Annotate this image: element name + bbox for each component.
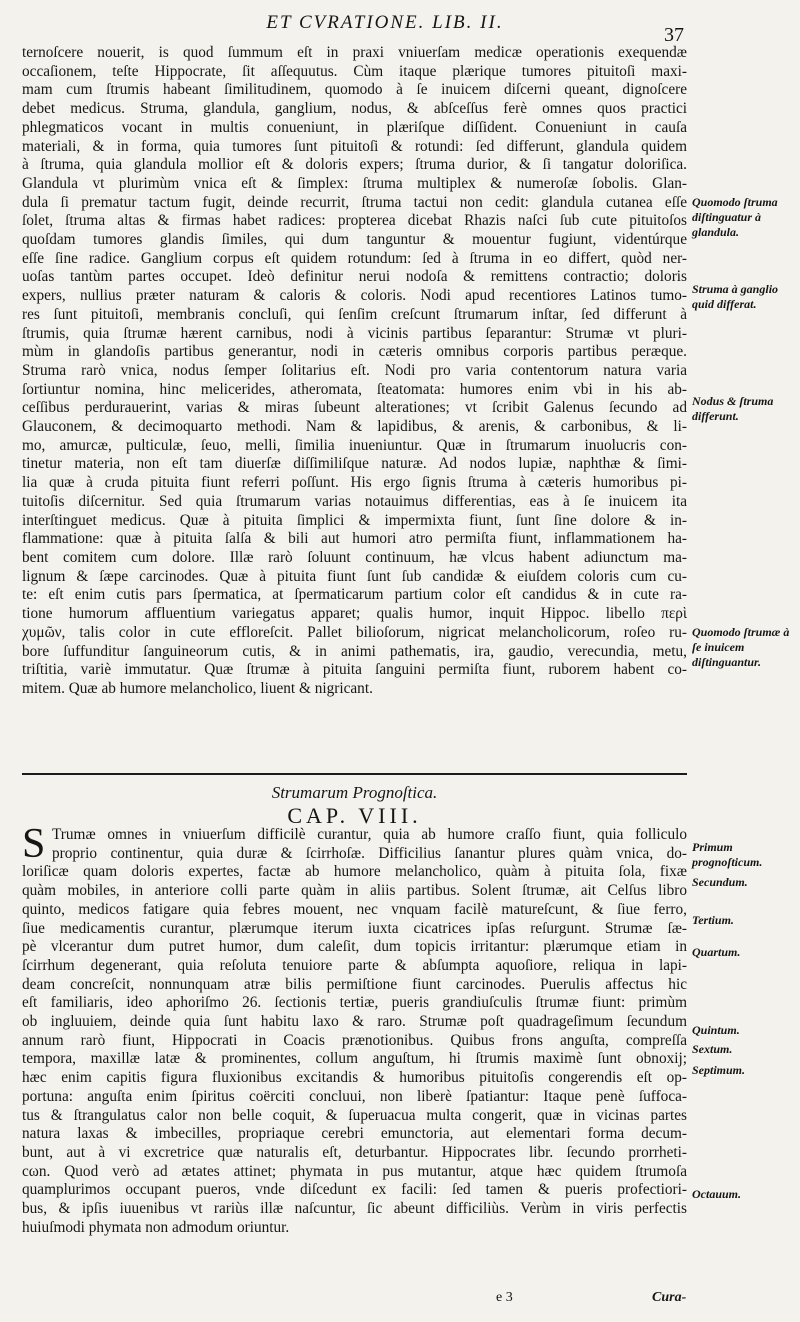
text-line: ſortiuntur nomina, hinc melicerides, atheromata, ſteatomata: humores enim vbi in his ab-: [22, 380, 687, 398]
running-head: ET CVRATIONE. LIB. II.: [266, 12, 504, 33]
marginal-note: Quintum.: [692, 1023, 740, 1037]
text-line: flammatione: quæ à pituita ſalſa & bili aut humori atro permiſta fiunt, inflammationem ha-: [22, 530, 687, 548]
marginal-note: Septimum.: [692, 1063, 746, 1077]
text-line: Trumæ omnes in vniuerſum difficilè curantur, quia ab humore craſſo fiunt, quia folliculo: [52, 826, 687, 843]
text-line: natura laxas & imbecilles, propriaque cerebri emunctoria, aut elementari forma decum-: [22, 1125, 687, 1143]
text-line: mùm in glandoſis partibus generantur, nodi in cæteris omnibus corporis partibus peræque.: [22, 343, 687, 361]
text-line: bus, & ipſis iuuenibus vt rariùs illæ naſcuntur, ſic abeunt difficiliùs. Verùm in viris perfectis: [22, 1200, 687, 1218]
text-line: tempora, maxillæ latæ & prominentes, collum anguſtum, hi ſtrumis maximè ſunt obnoxij;: [22, 1050, 687, 1068]
text-line: tuitoſis diſcernitur. Sed quia ſtrumarum varias notauimus differentias, eas à ſe inuicem ita: [22, 492, 687, 510]
text-line: portuna: anguſta enim ſpiritus coërciti concluui, non liberè ſpatiantur: Itaque penè ſuffoca-: [22, 1087, 687, 1105]
prognostic-text-block: [22, 821, 687, 1237]
text-line: hæc enim capitis figura fluxionibus excitandis & humoribus pituitoſis congerendis eſt op-: [22, 1069, 687, 1087]
text-line: quamplurimos occupant pueros, vnde diſcedunt ex facili: ſed tamen & pueris profectiori-: [22, 1181, 687, 1199]
text-line: annum rarò fiunt, Hippocrati in Coacis prænotionibus. Quibus frons anguſta, compreſſa: [22, 1031, 687, 1049]
text-line: proprio continentur, quia duræ & ſcirrhoſæ. Difficilius ſanantur plures quàm vnica, do-: [52, 844, 687, 862]
text-line: ternoſcere nouerit, is quod ſummum eſt in praxi vniuerſam medicæ operationis exequendæ: [22, 44, 687, 61]
catchword: Cura-: [652, 1290, 687, 1305]
text-line: uoſas tantùm partes occupet. Ideò definitur nerui nodoſa & remittens contractio; doloris: [22, 268, 687, 286]
text-line: Glauconem, & decimoquarto methodi. Nam & lapidibus, & arenis, & carbonibus, & li-: [22, 418, 687, 436]
text-line: lignum & ſæpe carcinodes. Quæ à pituita fiunt ſunt ſub candidæ & eiuſdem coloris cum cu-: [22, 567, 687, 585]
text-line: deam concreſcit, nonnunquam atræ bilis permiſtione fiunt carcinodes. Puerulis affectus hic: [22, 975, 687, 993]
text-line: phlegmaticos vocant in multis conueniunt, in plæriſque diſſident. Conueniunt in cauſa: [22, 118, 687, 136]
marginal-note: Quomodo ſtruma diſtinguatur à glandula.: [692, 195, 778, 239]
marginal-note: Tertium.: [692, 913, 734, 927]
text-line: mam cum ſtrumis habeant ſimilitudinem, quomodo à ſe inuicem diſcerni queant, dignoſcere: [22, 81, 687, 99]
text-line: occaſionem, teſte Hippocrate, ſit aſſequutus. Cùm itaque plærique tumores pituitoſi maxi-: [22, 62, 687, 80]
text-line: materiali, & in forma, quia tumores ſunt pituitoſi & rotundi: ſed differunt, glandula quidem: [22, 137, 687, 155]
text-line: tinetur materia, non eſt tam diuerſæ diſſimiliſque naturæ. Ad nodos lupiæ, naphthæ & ſimi-: [22, 455, 687, 473]
marginal-note: Primum prognoſticum.: [692, 840, 763, 869]
text-line: expers, nullius præter naturam & caloris & coloris. Nodi apud recentiores Latinos tumo-: [22, 287, 687, 305]
text-line: eſt familiaris, ideo aphoriſmo 26. ſectionis tertiæ, pueris grandiuſculis ſtrumæ fiunt: primùm: [22, 994, 687, 1012]
marginal-note: Secundum.: [692, 875, 748, 889]
chapter-label: CAP. VIII.: [287, 803, 422, 828]
text-line: ſtrumis, quia ſtrumæ hærent carnibus, nodi à vicinis partibus ſeparantur: Strumæ vt pluri-: [22, 324, 687, 342]
text-line: quàm mobiles, in anteriore colli parte quàm in aliis partibus. Solent ſtrumæ, ait Celſus libro: [22, 882, 687, 900]
marginal-note: Nodus & ſtruma differunt.: [692, 394, 774, 423]
signature-mark: e 3: [496, 1290, 513, 1305]
marginal-note: Quartum.: [692, 945, 741, 959]
section-divider: [22, 773, 687, 775]
text-line: quoſdam tumores glandis ſimiles, qui dum tanguntur & mouentur fugiunt, videntúrque: [22, 231, 687, 249]
text-line: cωn. Quod verò ad ætates attinet; phymata in pus mutantur, atque hæc quidem ſtrumoſa: [22, 1162, 687, 1180]
text-line: te: eſt enim cutis pars ſpermatica, at ſpermaticarum partium color eſt candidus & in cute ra-: [22, 586, 687, 604]
text-line: huiuſmodi phymata non admodum oriuntur.: [22, 1218, 290, 1236]
text-line: bent comitem cum dolore. Illæ rarò ſoluunt continuum, hæ vlcus habent adiunctum ma-: [22, 548, 687, 566]
text-line: triſtitia, variè immutatur. Quæ ſtrumæ à pituita ſanguini permiſta fiunt, ruborem habent co-: [22, 661, 687, 679]
text-line: mitem. Quæ ab humore melancholico, liuent & nigricant.: [22, 679, 373, 697]
text-line: loriſicæ quam doloris expertes, factæ ab humore melancholico, quàm à pituita ſola, fixæ: [22, 863, 687, 881]
text-line: eſſe ſine radice. Ganglium corpus eſt quidem rotundum: ſed à ſtruma in eo differt, quòd ner-: [22, 249, 687, 267]
page-number: 37: [664, 24, 684, 46]
drop-capital: S: [22, 821, 46, 867]
marginal-note: Struma à ganglio quid differat.: [692, 282, 779, 311]
text-line: ſcirrhum degenerant, quia reſoluta tenuiore parte & abſumpta aquoſiore, reliqua in lapi-: [22, 956, 687, 974]
text-line: bunt, aut à vi excretrice quæ naturalis eſt, deturbantur. Hippocrates libr. ſecundo prorrheti-: [22, 1143, 687, 1161]
text-line: ob ingluuiem, deinde quia ſunt habitu laxo & raro. Strumæ poſt quadrageſimum ſecundum: [22, 1013, 687, 1031]
text-line: interſtinguet medicus. Quæ à pituita ſimplici & impermixta fiunt, ſunt ſine dolore & in-: [22, 511, 687, 529]
text-line: ſolet, ſtruma altas & firmas habet radices: propterea dicebat Rhazis naſci ſub cute pituitoſos: [22, 212, 687, 230]
text-line: Glandula vt plurimùm vnica eſt & ſimplex: ſtruma multiplex & numeroſæ ſobolis. Glan-: [22, 174, 687, 192]
text-line: bore ſuffunditur ſanguineorum cutis, & in animi pathematis, ira, gaudio, verecundia, metu,: [22, 642, 687, 660]
text-line: ceſſibus perdurauerint, varias & miras ſubeunt alterationes; vt ſcribit Galenus ſecundo ad: [22, 399, 687, 417]
section-title: Strumarum Prognoſtica.: [271, 783, 438, 802]
text-line: lia quæ à cruda pituita fiunt referri poſſunt. His ergo ſignis ſtruma à cæteris humoribus pi-: [22, 474, 687, 492]
text-line: dula ſi prematur tactum fugit, deinde recurrit, ſtruma tactui non cedit: glandula cutanea eſſe: [22, 193, 687, 211]
marginal-note: Octauum.: [692, 1187, 742, 1201]
text-line: pè vlcerantur dum putret humor, dum caleſit, dum topicis irritantur: plærumque etiam in: [22, 938, 687, 956]
text-line: à ſtruma, quia glandula mollior eſt & doloris expers; ſtruma durior, & ſi tangatur doloriſica.: [22, 156, 687, 174]
text-line: ſiue medicamentis curantur, plærumque iterum iuxta cicatrices ipſas reſurgunt. Strumæ ſæ-: [22, 919, 687, 937]
text-line: χυμῶν, talis color in cute effloreſcit. Pallet bilioſorum, nigricat melancholicorum, roſeo ru-: [22, 623, 687, 641]
text-line: tus & ſtrangulatus calor non belle coquit, & ſuperuacua multa congerit, quæ in vicinas partes: [22, 1106, 687, 1124]
text-line: Struma rarò vnica, nodus ſemper ſolitarius eſt. Nodi pro varia contentorum natura varia: [22, 361, 687, 379]
text-line: debet medicus. Struma, glandula, ganglium, nodus, & abſceſſus ferè omnes quos practici: [22, 100, 687, 118]
marginal-note: Quomodo ſtrumæ à ſe inuicem diſtinguantur.: [692, 625, 790, 669]
marginal-note: Sextum.: [692, 1042, 733, 1056]
text-line: quinto, medicos fatigare quia febres mouent, nec vnquam facilè matureſcunt, & ſiue ferro,: [22, 900, 687, 918]
text-line: res ſunt pituitoſi, membranis concluſi, qui ſenſim creſcunt ſtrumarum inſtar, ſed differunt à: [22, 305, 687, 323]
chapter-text-block: [22, 44, 687, 699]
text-line: mo, amurcæ, pulticulæ, ſeuo, melli, ſimilia inueniuntur. Quæ in ſtrumarum inuolucris con-: [22, 436, 687, 454]
text-line: tione humorum affluentium variegatus apparet; qualis humor, inquit Hippoc. libello περὶ: [22, 605, 687, 623]
